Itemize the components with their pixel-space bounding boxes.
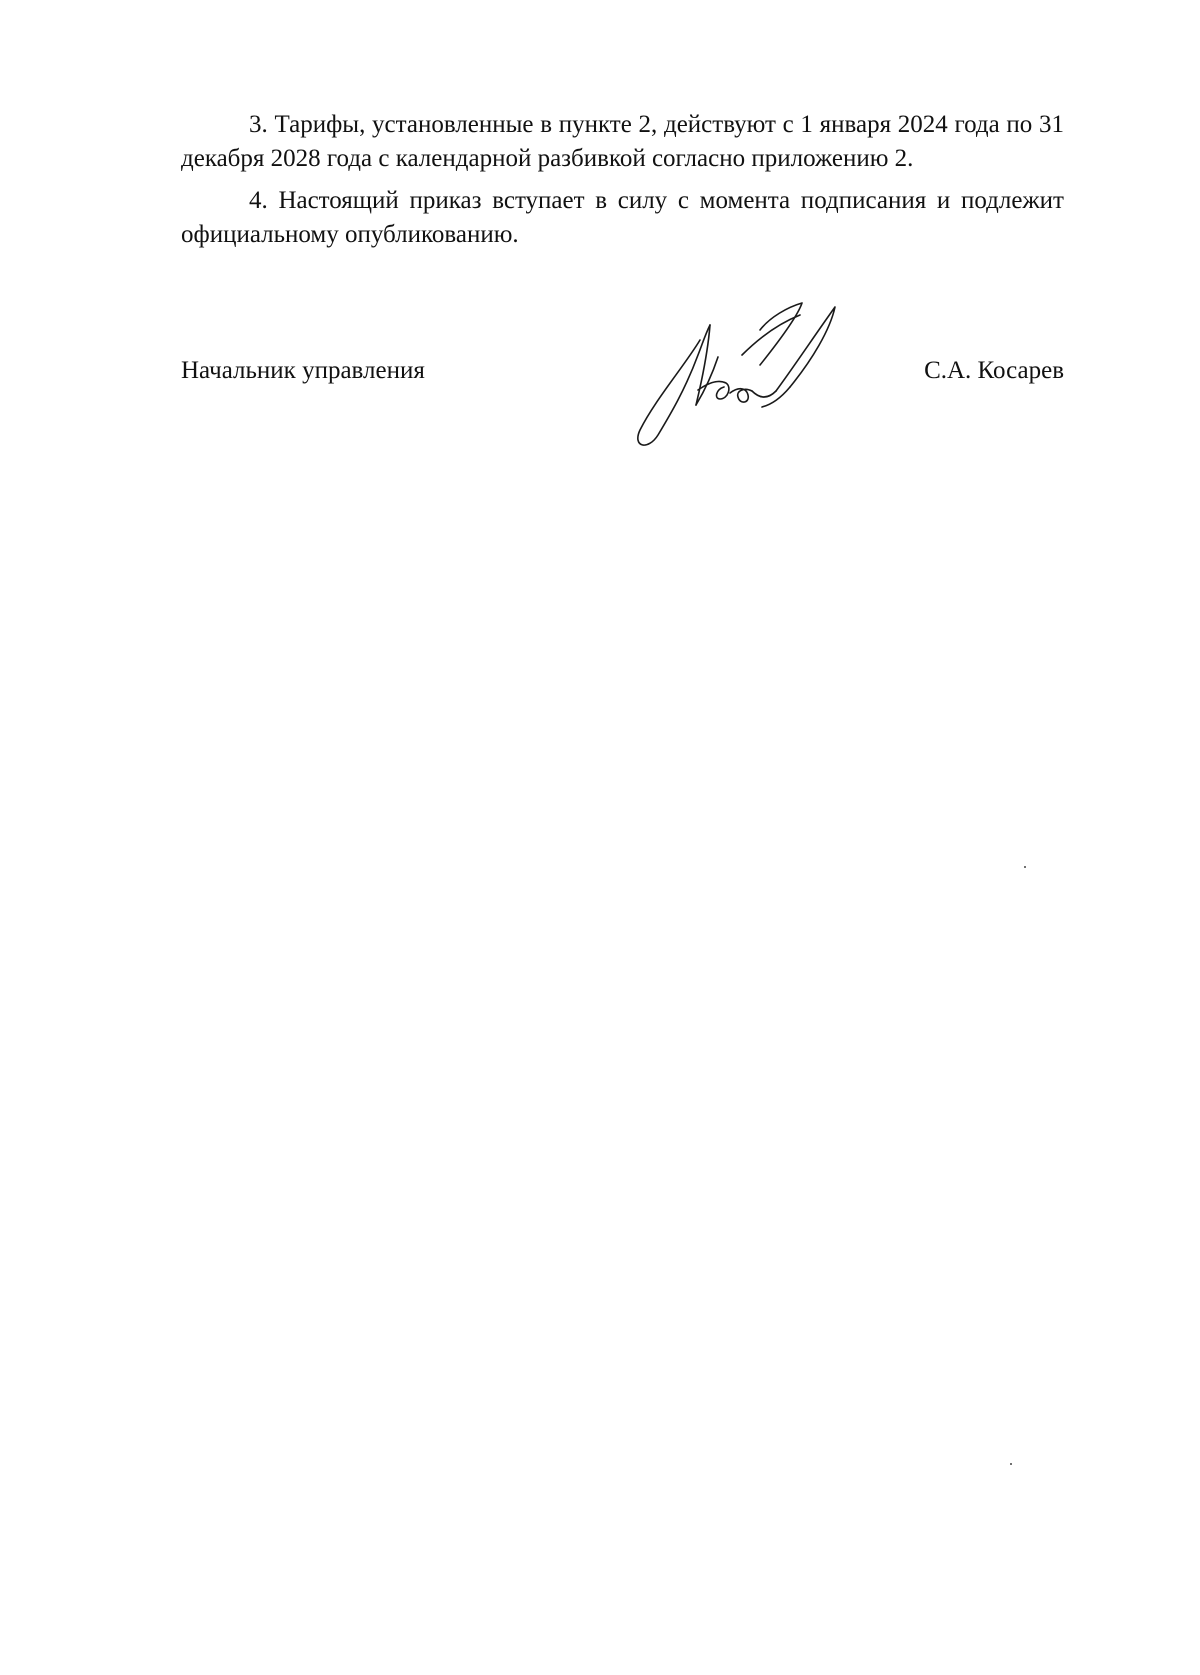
signatory-name: С.А. Косарев <box>924 357 1064 384</box>
handwritten-signature <box>630 295 890 455</box>
body-text <box>181 108 1064 252</box>
paragraph-4: 4. Настоящий приказ вступает в силу с момента подписания и подлежит официальному опубликованию. <box>181 187 1064 248</box>
paragraph-3: 3. Тарифы, установленные в пункте 2, действуют с 1 января 2024 года по 31 декабря 2028 года с календарной разбивкой согласно приложению 2. <box>181 111 1064 172</box>
scan-speck <box>1010 1463 1012 1465</box>
signature-block <box>181 354 1064 388</box>
signatory-position: Начальник управления <box>181 357 425 384</box>
scan-speck <box>1024 866 1026 868</box>
